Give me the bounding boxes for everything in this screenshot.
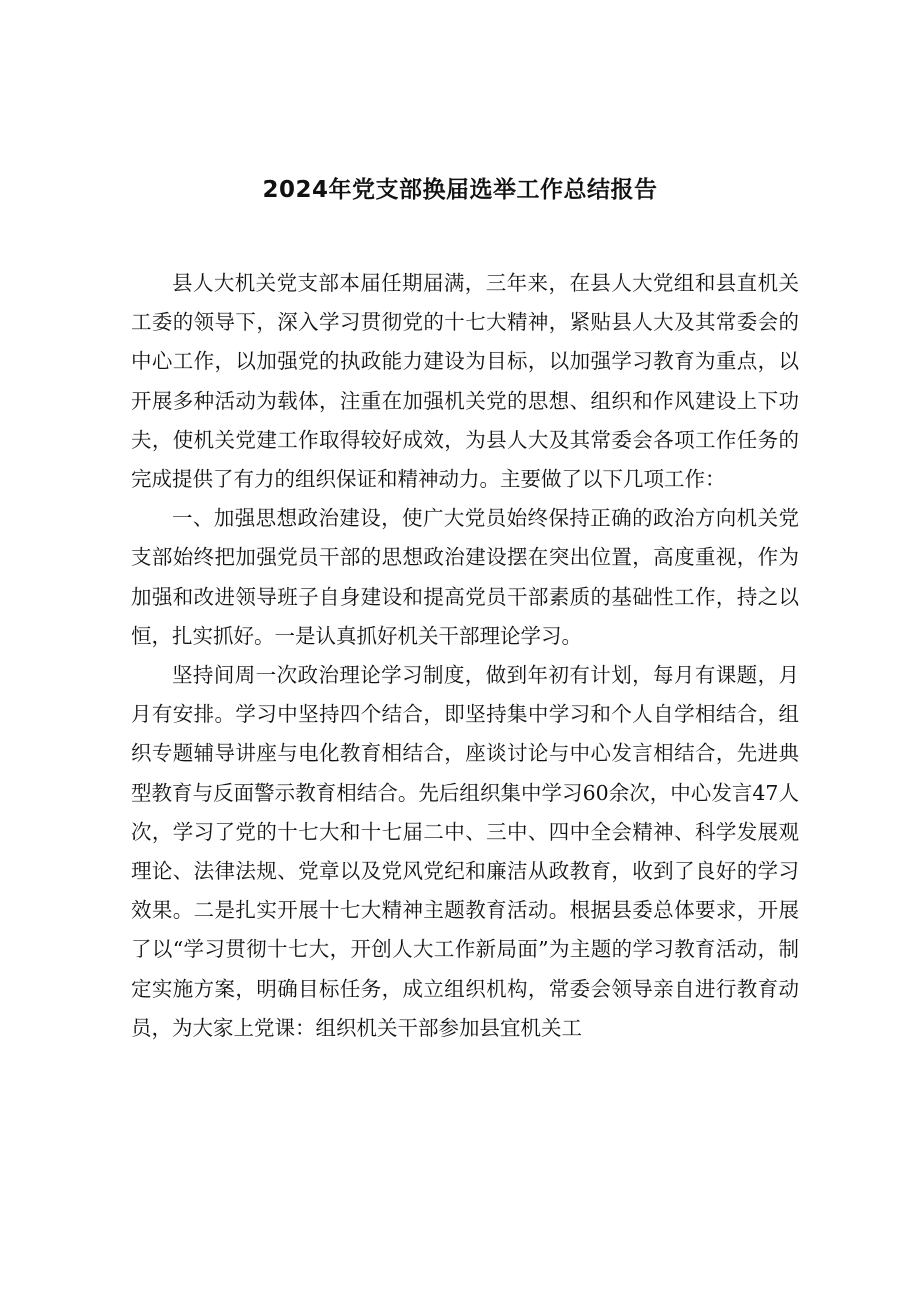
paragraph-intro: 县人大机关党支部本届任期届满，三年来，在县人大党组和县直机关工委的领导下，深入学习贯彻党的十七大精神，紧贴县人大及其常委会的中心工作，以加强党的执政能力建设为目标，以加强学习教育为重点，以开展多种活动为载体，注重在加强机关党的思想、组织和作风建设上下功夫，使机关党建工作取得较好成效，为县人大及其常委会各项工作任务的完成提供了有力的组织保证和精神动力。主要做了以下几项工作： [131,271,799,492]
paragraph-section-one: 一、加强思想政治建设，使广大党员始终保持正确的政治方向机关党支部始终把加强党员干部的思想政治建设摆在突出位置，高度重视，作为加强和改进领导班子自身建设和提高党员干部素质的基础性工作，持之以恒，扎实抓好。一是认真抓好机关干部理论学习。 [131,506,799,648]
document-title: 2024年党支部换届选举工作总结报告 [262,177,658,203]
paragraph-study-system: 坚持间周一次政治理论学习制度，做到年初有计划，每月有课题，月月有安排。学习中坚持四个结合，即坚持集中学习和个人自学相结合，组织专题辅导讲座与电化教育相结合，座谈讨论与中心发言相结合，先进典型教育与反面警示教育相结合。先后组织集中学习60余次，中心发言47人次，学习了党的十七大和十七届二中、三中、四中全会精神、科学发展观理论、法律法规、党章以及党风党纪和廉洁从政教育，收到了良好的学习效果。二是扎实开展十七大精神主题教育活动。根据县委总体要求，开展了以“学习贯彻十七大，开创人大工作新局面”为主题的学习教育活动，制定实施方案，明确目标任务，成立组织机构，常委会领导亲自进行教育动员，为大家上党课：组织机关干部参加县宜机关工 [131,663,799,1040]
document-body [131,264,799,1048]
